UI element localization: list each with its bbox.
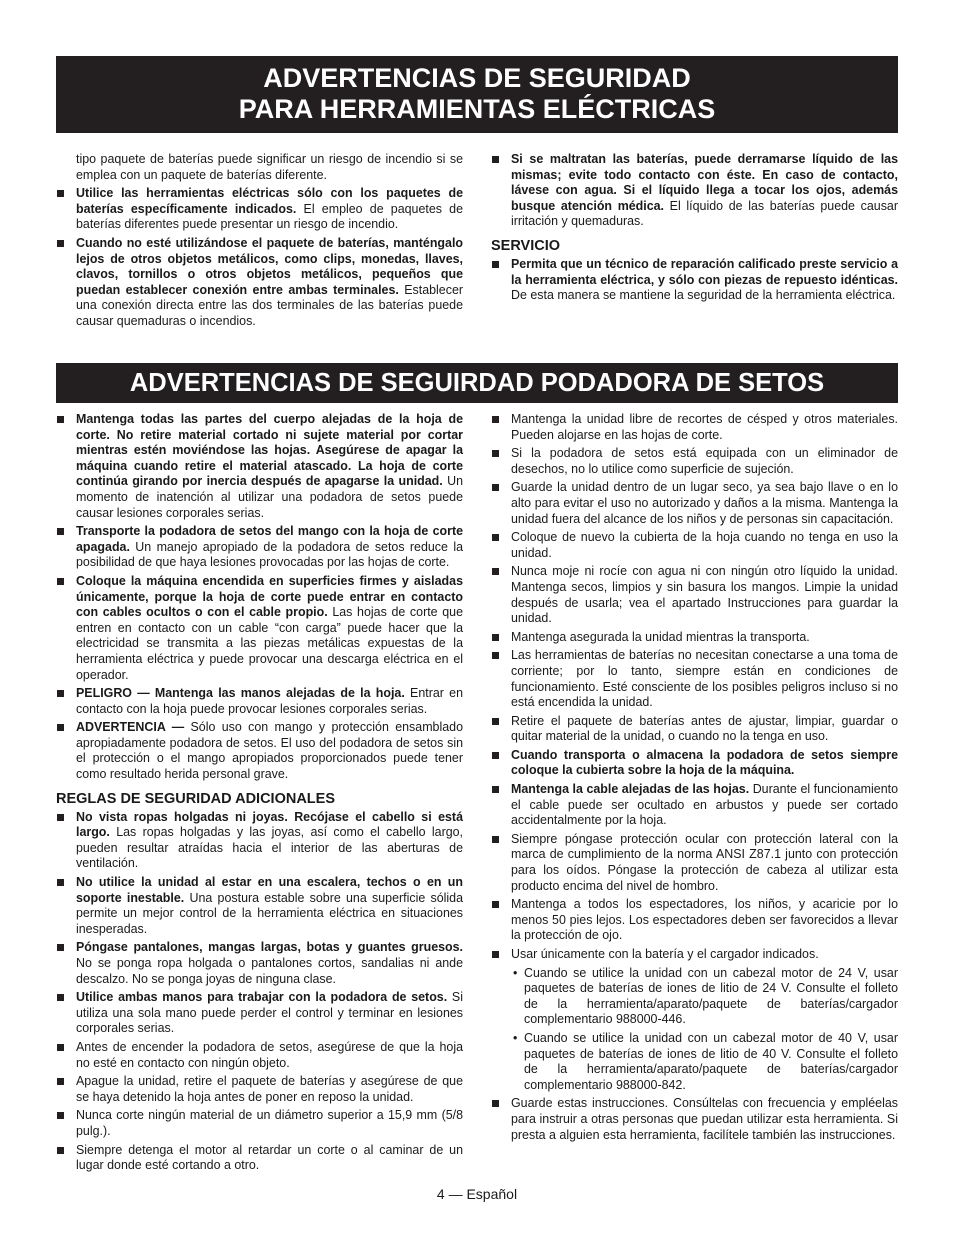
list-item (491, 564, 898, 626)
item-bold-text: Coloque la máquina encendida en superficies firmes y aisladas únicamente, porque la hoja de corte puede entrar en contacto con cables ocultos o con el cable propio. (76, 573, 463, 620)
item-text: Nunca moje ni rocíe con agua ni con ningún otro líquido la unidad. Mantenga secos, limpios y sin basura los mangos. Limpie la unidad después de usarla; vea el apartado Instrucciones para guardar la unidad. (511, 564, 898, 626)
bottom-left-column (56, 412, 463, 1177)
item-text: Siempre póngase protección ocular con protección lateral con la marca de cumplimiento de la norma ANSI Z87.1 junto con protección para los oídos. Póngase la protección de cabeza al utilizar esta producto encima del nivel de hombro. (511, 831, 898, 893)
list-item (56, 186, 463, 233)
list-item (56, 940, 463, 987)
item-text: Entrar en contacto con la hoja puede provocar lesiones corporales serias. (76, 686, 463, 716)
item-text: Si utiliza una sola mano puede perder el control y terminar en lesiones corporales serias. (76, 990, 463, 1036)
item-text: Mantenga a todos los espectadores, los niños, y acaricie por lo menos 50 pies lejos. Los espectadores deben ser favorecidos a llevar la protección de ojo. (511, 897, 898, 943)
list-item (491, 1096, 898, 1143)
list-item (491, 630, 898, 646)
sub-list-item: • Cuando se utilice la unidad con un cabezal motor de 24 V, usar paquetes de baterías de iones de litio de 24 V. Consulte el folleto de la herramienta/aparato/paquete de baterías/cargador complementario 988000-446. (491, 966, 898, 1028)
item-text: Mantenga asegurada la unidad mientras la transporta. (511, 629, 810, 644)
banner-title-line2: PARA HERRAMIENTAS ELÉCTRICAS (238, 94, 716, 124)
item-bold-text: Mantenga la cable alejadas de las hojas. (511, 782, 750, 797)
item-bold-text: Póngase pantalones, mangas largas, botas y guantes gruesos. (76, 940, 463, 955)
list-item (491, 832, 898, 894)
list-item (491, 782, 898, 829)
list-item (56, 574, 463, 683)
item-text: Nunca corte ningún material de un diámetro superior a 15,9 mm (5/8 pulg.). (76, 1108, 463, 1138)
item-text: Las ropas holgadas y las joyas, así como el cabello largo, pueden resultar atraídas hacia el interior de las aberturas de ventilación. (76, 825, 463, 871)
list-item (56, 152, 463, 183)
item-text: Usar únicamente con la batería y el cargador indicados. (511, 947, 819, 961)
list-item (491, 412, 898, 443)
item-text: Si la podadora de setos está equipada con un eliminador de desechos, no lo utilice como superficie de sujeción. (511, 446, 898, 476)
item-text: El empleo de paquetes de baterías diferentes puede presentar un riesgo de incendio. (76, 201, 463, 232)
list-item (56, 236, 463, 330)
top-right-column (491, 152, 898, 307)
item-bold-text: Transporte la podadora de setos del mango con la hoja de corte apagada. (76, 524, 463, 554)
item-bold-text: Si se maltratan las baterías, puede derramarse líquido de las mismas; evite todo contacto con éste. En caso de contacto, lávese con agua. Si el líquido llega a tocar los ojos, además busque atención médica. (511, 152, 898, 213)
item-bold-text: Mantenga todas las partes del cuerpo alejadas de la hoja de corte. No retire material cortado ni sujete material por cortar mientras estén moviéndose las hojas. Asegúrese de apagar la máquina cuando retire el material atascado. La hoja de corte continúa girando por inercia después de apagarse la unidad. (76, 412, 463, 489)
bottom-right-column (491, 412, 898, 1146)
list-item (56, 1108, 463, 1139)
list-item (56, 412, 463, 521)
item-text: No se ponga ropa holgada o pantalones cortos, sandalias ni ande descalzo. No se ponga joyas de ninguna clase. (76, 956, 463, 986)
top-left-column (56, 152, 463, 333)
item-bold-text: PELIGRO — Mantenga las manos alejadas de la hoja. (76, 686, 405, 701)
item-bold-text: No vista ropas holgadas ni joyas. Recójase el cabello si está largo. (76, 809, 463, 840)
item-text: Apague la unidad, retire el paquete de baterías y asegúrese de que se haya detenido la hoja antes de poner en reposo la unidad. (76, 1074, 463, 1104)
list-item (491, 257, 898, 304)
item-text: Guarde estas instrucciones. Consúltelas con frecuencia y empléelas para instruir a otras personas que puedan utilizar esta herramienta. Si presta a alguien esta herramienta, facilítele también las instrucciones. (511, 1096, 898, 1142)
list-item (491, 480, 898, 527)
item-text: Establecer una conexión directa entre las dos terminales de las baterías puede causar quemaduras o incendios. (76, 282, 464, 328)
list-item (491, 152, 898, 230)
item-text: Antes de encender la podadora de setos, asegúrese de que la hoja no esté en contacto con ningún objeto. (76, 1039, 463, 1070)
reglas-heading: REGLAS DE SEGURIDAD ADICIONALES (56, 790, 336, 807)
list-item (56, 524, 463, 571)
item-bold-text: ADVERTENCIA — (76, 720, 185, 735)
list-item (56, 1074, 463, 1105)
item-text: Sólo uso con mango y protección ensamblado apropiadamente podadora de setos. El uso del podadora de setos sin el protección o el mango apropiados proporcionados puede tener como resultado herida personal grave. (76, 720, 463, 782)
item-text: El líquido de las baterías puede causar irritación y quemaduras. (511, 198, 898, 229)
item-text: Durante el funcionamiento el cable puede ser ocultado en arbustos y puede ser cortado accidentalmente por la hoja. (511, 782, 899, 828)
item-text: Las herramientas de baterías no necesitan conectarse a una toma de corriente; por lo tanto, siempre están en condiciones de funcionamiento. Esté consciente de los posibles peligros incluso si no está encendida la unidad. (511, 648, 898, 710)
list-item (56, 810, 463, 872)
item-text: Coloque de nuevo la cubierta de la hoja cuando no tenga en uso la unidad. (511, 530, 898, 560)
section-banner-power-tools (56, 56, 898, 133)
item-text: Las hojas de corte que entren en contacto con un cable “con carga” puede hacer que la electricidad se transmita a las piezas metálicas expuestas de la herramienta eléctrica y puede provocar una descarga eléctrica en el operador. (76, 605, 463, 682)
banner-title-line1: ADVERTENCIAS DE SEGURIDAD (263, 63, 691, 93)
list-item (491, 648, 898, 710)
list-item (56, 686, 463, 717)
item-text: Un momento de inatención al utilizar una podadora de setos puede causar lesiones corporales serias. (76, 474, 464, 520)
sub-list-item: • Cuando se utilice la unidad con un cabezal motor de 40 V, usar paquetes de baterías de iones de litio de 40 V. Consulte el folleto de la herramienta/aparato/paquete de baterías/cargador complementario 988000-842. (491, 1031, 898, 1093)
list-item (491, 714, 898, 745)
item-bold-text: Permita que un técnico de reparación calificado preste servicio a la herramienta eléctrica, y sólo con piezas de repuesto idénticas. (511, 256, 898, 287)
list-item (56, 1143, 463, 1174)
item-text: Una postura estable sobre una superficie sólida permite un mejor control de la herramienta eléctrica en situaciones inesperadas. (76, 890, 463, 936)
page-footer: 4 — Español (436, 1186, 518, 1202)
list-item (56, 720, 463, 782)
item-text: Mantenga la unidad libre de recortes de césped y otros materiales. Pueden alojarse en las hojas de corte. (511, 412, 898, 442)
list-item (56, 990, 463, 1037)
servicio-heading: SERVICIO (491, 237, 561, 254)
section-banner-hedge-trimmer: ADVERTENCIAS DE SEGUIRDAD PODADORA DE SETOS (56, 363, 898, 403)
list-item (491, 530, 898, 561)
item-text: Guarde la unidad dentro de un lugar seco, ya sea bajo llave o en lo alto para evitar el uso no autorizado y daños a la misma. Mantenga la unidad fuera del alcance de los niños y de personas sin capacitación. (511, 480, 898, 526)
item-bold-text: Utilice las herramientas eléctricas sólo con los paquetes de baterías específicamente indicados. (76, 186, 463, 216)
list-item (56, 875, 463, 937)
item-text: De esta manera se mantiene la seguridad de la herramienta eléctrica. (511, 288, 896, 303)
list-item (491, 446, 898, 477)
list-item (56, 1040, 463, 1071)
list-item (491, 947, 898, 963)
list-item (491, 897, 898, 944)
item-bold-text: Utilice ambas manos para trabajar con la podadora de setos. (76, 990, 448, 1005)
list-item (491, 748, 898, 779)
item-text: Siempre detenga el motor al retardar un corte o al caminar de un lugar donde esté cortando a otro. (76, 1142, 463, 1173)
item-text: Retire el paquete de baterías antes de ajustar, limpiar, guardar o quitar material de la unidad, o cuando no la tenga en uso. (511, 713, 898, 744)
item-bold-text: Cuando no esté utilizándose el paquete de baterías, manténgalo lejos de otros objetos metálicos, como clips, monedas, llaves, clavos, tornillos o otros objetos metálicos, pequeños que puedan establecer conexión entre ambas terminales. (76, 235, 463, 297)
item-text: Un manejo apropiado de la podadora de setos reduce la posibilidad de que haya lesiones provocadas por las hojas de corte. (76, 539, 463, 570)
item-bold-text: No utilice la unidad al estar en una escalera, techos o en un soporte inestable. (76, 875, 463, 905)
item-bold-text: Cuando transporta o almacena la podadora de setos siempre coloque la cubierta sobre la hoja de la máquina. (511, 747, 898, 778)
item-text: tipo paquete de baterías puede significar un riesgo de incendio si se emplea con un paquete de baterías diferente. (76, 152, 463, 182)
